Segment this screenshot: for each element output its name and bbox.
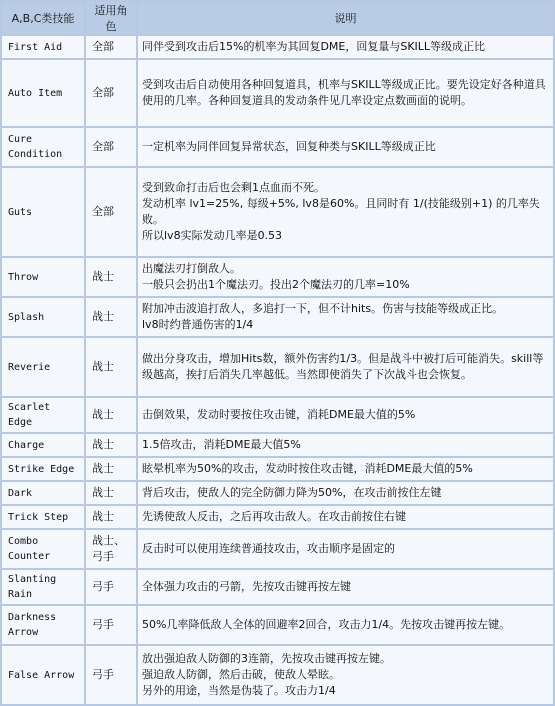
skill-name-cell: Strike Edge xyxy=(2,458,84,480)
description-cell xyxy=(138,434,553,456)
header-row xyxy=(2,2,553,34)
skill-name-cell: Trick Step xyxy=(2,506,84,528)
role-cell: 全部 xyxy=(86,36,136,58)
description-cell xyxy=(138,606,553,644)
table-row xyxy=(2,298,553,336)
role-cell: 全部 xyxy=(86,60,136,126)
description-cell xyxy=(138,36,553,58)
description-line: lv8时约普通伤害的1/4 xyxy=(142,318,254,331)
skill-name-cell: Cure Condition xyxy=(2,128,84,166)
table-row xyxy=(2,60,553,126)
description-cell xyxy=(138,458,553,480)
header-role: 适用角色 xyxy=(86,2,136,34)
description-line: 50%几率降低敌人全体的回避率2回合，攻击力1/4。先按攻击键再按左键。 xyxy=(142,618,511,631)
skill-name-cell: Throw xyxy=(2,258,84,296)
role-cell: 战士 xyxy=(86,298,136,336)
skill-name-cell: Guts xyxy=(2,168,84,256)
description-line: 放出强迫敌人防御的3连箭，先按攻击键再按左键。 xyxy=(142,652,391,665)
description-cell xyxy=(138,60,553,126)
description-line: 反击时可以使用连续普通技攻击，攻击顺序是固定的 xyxy=(142,542,395,555)
description-line: 击倒效果，发动时要按住攻击键，消耗DME最大值的5% xyxy=(142,408,416,421)
role-cell: 全部 xyxy=(86,168,136,256)
skill-name-cell: Darkness Arrow xyxy=(2,606,84,644)
description-line: 强迫敌人防御，然后击破，使敌人晕眩。 xyxy=(142,668,340,681)
table-row xyxy=(2,36,553,58)
description-cell xyxy=(138,530,553,568)
description-line: 受到攻击后自动使用各种回复道具，机率与SKILL等级成正比。要先设定好各种道具使用的几率。各种回复道具的发动条件见几率设定点数画面的说明。 xyxy=(142,78,546,107)
description-cell xyxy=(138,338,553,396)
table-row xyxy=(2,482,553,504)
role-cell: 战士 xyxy=(86,458,136,480)
description-line: 先诱使敌人反击，之后再攻击敌人。在攻击前按住右键 xyxy=(142,510,406,523)
description-cell xyxy=(138,506,553,528)
description-line: 出魔法刃打倒敌人。 xyxy=(142,262,241,275)
skill-name-cell: Combo Counter xyxy=(2,530,84,568)
role-cell: 弓手 xyxy=(86,570,136,604)
table-row xyxy=(2,434,553,456)
role-cell: 弓手 xyxy=(86,606,136,644)
description-line: 眩晕机率为50%的攻击，发动时按住攻击键，消耗DME最大值的5% xyxy=(142,462,473,475)
description-cell xyxy=(138,298,553,336)
skill-name-cell: First Aid xyxy=(2,36,84,58)
description-line: 1.5倍攻击，消耗DME最大值5% xyxy=(142,438,301,451)
role-cell: 战士 xyxy=(86,482,136,504)
description-line: 受到致命打击后也会剩1点血而不死。 xyxy=(142,181,325,194)
role-cell: 战士 xyxy=(86,258,136,296)
skill-name-cell: Splash xyxy=(2,298,84,336)
table-row xyxy=(2,646,553,704)
table-row xyxy=(2,570,553,604)
description-cell xyxy=(138,258,553,296)
role-cell: 战士 xyxy=(86,338,136,396)
role-cell: 弓手 xyxy=(86,646,136,704)
table-row xyxy=(2,128,553,166)
description-line: 所以lv8实际发动几率是0.53 xyxy=(142,229,283,242)
table-row xyxy=(2,506,553,528)
description-cell xyxy=(138,168,553,256)
description-line: 背后攻击，使敌人的完全防御力降为50%，在攻击前按住左键 xyxy=(142,486,442,499)
header-description: 说明 xyxy=(138,2,553,34)
description-cell xyxy=(138,398,553,432)
table-row xyxy=(2,606,553,644)
role-cell: 战士 xyxy=(86,506,136,528)
skill-name-cell: Scarlet Edge xyxy=(2,398,84,432)
description-cell xyxy=(138,128,553,166)
description-cell xyxy=(138,482,553,504)
description-line: 一定机率为同伴回复异常状态，回复种类与SKILL等级成正比 xyxy=(142,140,436,153)
header-skill: A,B,C类技能 xyxy=(2,2,84,34)
skill-name-cell: Slanting Rain xyxy=(2,570,84,604)
description-cell xyxy=(138,570,553,604)
role-cell: 战士 xyxy=(86,434,136,456)
description-line: 全体强力攻击的弓箭，先按攻击键再按左键 xyxy=(142,580,351,593)
description-line: 发动机率 lv1=25%, 每级+5%, lv8是60%。且同时有 1/(技能级别+1) 的几率失败。 xyxy=(142,197,540,226)
skill-name-cell: Reverie xyxy=(2,338,84,396)
skill-name-cell: Auto Item xyxy=(2,60,84,126)
description-line: 一般只会扔出1个魔法刃。投出2个魔法刃的几率=10% xyxy=(142,278,410,291)
table-row xyxy=(2,398,553,432)
description-line: 同伴受到攻击后15%的机率为其回复DME，回复量与SKILL等级成正比 xyxy=(142,40,486,53)
skill-name-cell: Charge xyxy=(2,434,84,456)
role-cell: 全部 xyxy=(86,128,136,166)
role-cell: 战士、弓手 xyxy=(86,530,136,568)
description-line: 另外的用途，当然是伪装了。攻击力1/4 xyxy=(142,684,336,697)
table-row xyxy=(2,338,553,396)
role-cell: 战士 xyxy=(86,398,136,432)
description-line: 附加冲击波追打敌人，多追打一下，但不计hits。伤害与技能等级成正比。 xyxy=(142,302,504,315)
description-line: 做出分身攻击，增加Hits数，额外伤害约1/3。但是战斗中被打后可能消失。skill等级越高，挨打后消失几率越低。当然即使消失了下次战斗也会恢复。 xyxy=(142,352,544,381)
table-row xyxy=(2,258,553,296)
table-row xyxy=(2,458,553,480)
skill-rows xyxy=(2,36,553,704)
table-row xyxy=(2,168,553,256)
skill-name-cell: Dark xyxy=(2,482,84,504)
table-row xyxy=(2,530,553,568)
description-cell xyxy=(138,646,553,704)
skill-name-cell: False Arrow xyxy=(2,646,84,704)
